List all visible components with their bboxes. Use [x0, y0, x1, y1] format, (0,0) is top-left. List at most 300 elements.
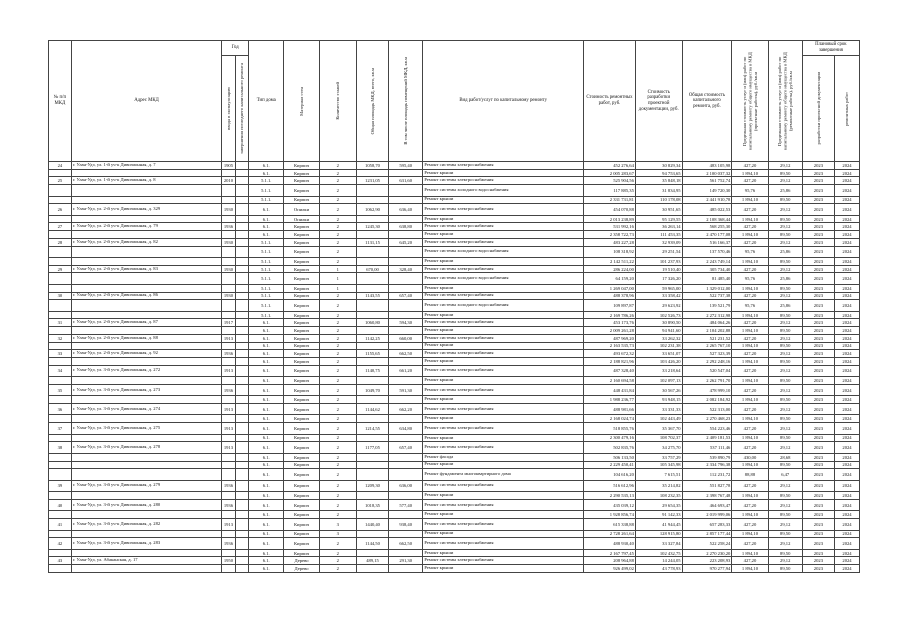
cell-deadline-design: 2023	[802, 223, 834, 231]
cell-num	[49, 377, 72, 385]
cell-total-cost: 485 022,53	[682, 204, 732, 216]
table-row	[49, 215, 860, 223]
cell-house-type: 6.1.	[249, 342, 284, 350]
cell-wall-material: Кирпич	[284, 196, 319, 204]
cell-wall-material: Опилки	[284, 215, 319, 223]
cell-year-built	[222, 311, 235, 319]
cell-house-type: 5.1.1.	[249, 177, 284, 185]
cell-year-built: 1913	[222, 442, 235, 454]
cell-deadline-design: 2023	[802, 511, 834, 519]
cell-total-cost: 521 231,52	[682, 334, 732, 342]
cell-limit-cost-repair: 25,86	[768, 246, 802, 258]
cell-address: г. Улан-Удэ, ул. Абаканская, д. 17	[71, 557, 221, 565]
cell-limit-cost-design: 427,20	[732, 403, 768, 415]
cell-floors: 2	[319, 511, 356, 519]
cell-deadline-repair: 2024	[834, 511, 859, 519]
cell-work-type: Ремонт системы электроснабжения	[423, 557, 584, 565]
table-row	[49, 350, 860, 358]
cell-house-type: 6.1.	[249, 530, 284, 538]
cell-total-area: 670,00	[356, 265, 388, 273]
cell-work-type: Ремонт фасада	[423, 453, 584, 461]
cell-year-reconstruction	[235, 357, 248, 365]
cell-wall-material: Дерево	[284, 565, 319, 573]
cell-floors: 2	[319, 350, 356, 358]
cell-design-cost: 14 244,05	[635, 557, 682, 565]
cell-limit-cost-design: 427,20	[732, 162, 768, 170]
cell-limit-cost-design: 1 894,10	[732, 396, 768, 404]
table-row	[49, 396, 860, 404]
cell-num	[49, 231, 72, 239]
cell-work-type: Ремонт крыши	[423, 311, 584, 319]
cell-wall-material: Кирпич	[284, 403, 319, 415]
cell-premises-area	[389, 492, 423, 500]
cell-year-reconstruction	[235, 231, 248, 239]
cell-limit-cost-repair: 29,12	[768, 265, 802, 273]
table-row	[49, 377, 860, 385]
cell-total-area: 1143,55	[356, 292, 388, 300]
cell-address: г. Улан-Удэ, ул. 3-й уч-к Дивизионная, д. 275	[71, 423, 221, 435]
cell-year-reconstruction	[235, 423, 248, 435]
cell-address	[71, 169, 221, 177]
cell-limit-cost-design: 95,76	[732, 246, 768, 258]
cell-limit-cost-repair: 89,50	[768, 434, 802, 442]
cell-year-reconstruction	[235, 265, 248, 273]
cell-deadline-design: 2023	[802, 549, 834, 557]
cell-repair-cost: 615 338,88	[584, 519, 636, 531]
cell-year-reconstruction	[235, 258, 248, 266]
cell-house-type: 6.1.	[249, 511, 284, 519]
cell-address	[71, 246, 221, 258]
cell-premises-area	[389, 396, 423, 404]
cell-deadline-design: 2023	[802, 396, 834, 404]
cell-total-area	[356, 258, 388, 266]
cell-deadline-repair: 2024	[834, 519, 859, 531]
cell-limit-cost-design: 427,20	[732, 223, 768, 231]
cell-repair-cost: 518 855,76	[584, 423, 636, 435]
table-row	[49, 415, 860, 423]
table-row	[49, 238, 860, 246]
cell-total-cost: 139 521,79	[682, 300, 732, 312]
cell-total-area	[356, 492, 388, 500]
cell-num	[49, 453, 72, 461]
cell-year-reconstruction	[235, 342, 248, 350]
cell-address: г. Улан-Удэ, ул. 3-й уч-к Дивизионная, д. 274	[71, 403, 221, 415]
cell-address: г. Улан-Удэ, ул. 2-й уч-к Дивизионная, д. 86	[71, 292, 221, 300]
cell-deadline-design: 2023	[802, 453, 834, 461]
table-row	[49, 365, 860, 377]
cell-year-reconstruction	[235, 215, 248, 223]
cell-total-cost: 551 827,78	[682, 480, 732, 492]
cell-total-area: 1144,50	[356, 538, 388, 550]
cell-year-reconstruction	[235, 300, 248, 312]
cell-deadline-repair: 2024	[834, 162, 859, 170]
col-wall-material: Материал стен	[284, 41, 319, 162]
cell-total-cost: 464 693,47	[682, 499, 732, 511]
cell-limit-cost-design: 1 894,10	[732, 169, 768, 177]
cell-deadline-design: 2023	[802, 185, 834, 197]
cell-house-type: 6.1.	[249, 538, 284, 550]
cell-limit-cost-repair: 89,50	[768, 231, 802, 239]
cell-deadline-repair: 2024	[834, 415, 859, 423]
cell-wall-material: Кирпич	[284, 377, 319, 385]
cell-limit-cost-design: 1 894,10	[732, 549, 768, 557]
cell-address	[71, 549, 221, 557]
cell-deadline-design: 2023	[802, 423, 834, 435]
cell-year-reconstruction	[235, 565, 248, 573]
cell-deadline-design: 2023	[802, 292, 834, 300]
cell-limit-cost-repair: 89,50	[768, 215, 802, 223]
cell-house-type: 6.1.	[249, 549, 284, 557]
cell-deadline-repair: 2024	[834, 185, 859, 197]
cell-year-built: 1936	[222, 350, 235, 358]
cell-repair-cost: 453 173,76	[584, 319, 636, 327]
cell-address	[71, 434, 221, 442]
cell-premises-area: 645,20	[389, 238, 423, 246]
cell-year-reconstruction	[235, 238, 248, 246]
cell-work-type: Ремонт крыши	[423, 196, 584, 204]
cell-deadline-design: 2023	[802, 311, 834, 319]
cell-limit-cost-repair: 29,12	[768, 519, 802, 531]
cell-limit-cost-design: 1 894,10	[732, 258, 768, 266]
cell-address: г. Улан-Удэ, ул. 1-й уч-к Дивизионная, д. 8	[71, 177, 221, 185]
cell-num: 28	[49, 238, 72, 246]
cell-total-area	[356, 169, 388, 177]
cell-floors: 2	[319, 196, 356, 204]
cell-repair-cost: 483 227,28	[584, 238, 636, 246]
cell-deadline-design: 2023	[802, 215, 834, 223]
cell-deadline-design: 2023	[802, 357, 834, 365]
cell-house-type: 5.1.1.	[249, 258, 284, 266]
cell-total-area	[356, 196, 388, 204]
cell-house-type: 6.1.	[249, 350, 284, 358]
cell-floors: 2	[319, 492, 356, 500]
cell-house-type: 6.1.	[249, 453, 284, 461]
cell-repair-cost: 2 188 821,96	[584, 357, 636, 365]
cell-floors: 2	[319, 415, 356, 423]
cell-deadline-design: 2023	[802, 350, 834, 358]
col-work-type: Вид работ/услуг по капитальному ремонту	[423, 41, 584, 162]
cell-year-reconstruction	[235, 185, 248, 197]
cell-limit-cost-design: 1 894,10	[732, 530, 768, 538]
cell-repair-cost: 108 318,92	[584, 246, 636, 258]
cell-wall-material: Кирпич	[284, 292, 319, 300]
cell-floors: 2	[319, 461, 356, 469]
cell-num	[49, 549, 72, 557]
cell-address	[71, 565, 221, 573]
cell-year-built	[222, 231, 235, 239]
cell-deadline-repair: 2024	[834, 300, 859, 312]
cell-limit-cost-design: 1 894,10	[732, 415, 768, 423]
table-row	[49, 549, 860, 557]
cell-total-area	[356, 311, 388, 319]
cell-house-type: 6.1.	[249, 442, 284, 454]
cell-floors: 3	[319, 519, 356, 531]
cell-premises-area: 660,00	[389, 334, 423, 342]
cell-limit-cost-repair: 29,12	[768, 204, 802, 216]
cell-total-cost: 2 409 181,53	[682, 434, 732, 442]
col-total-cost: Общая стоимость капитального ремонта, руб.	[682, 41, 732, 162]
cell-work-type: Ремонт крыши	[423, 284, 584, 292]
table-row	[49, 327, 860, 335]
cell-floors: 2	[319, 223, 356, 231]
cell-year-reconstruction	[235, 334, 248, 342]
cell-deadline-repair: 2024	[834, 204, 859, 216]
table-row	[49, 185, 860, 197]
col-limit-cost-design: Предельная стоимость услуг и (или) работ по капитальному ремонту общего имущества в МКД (проектные работы), руб./кв.м	[732, 41, 768, 162]
cell-deadline-design: 2023	[802, 238, 834, 246]
cell-total-area	[356, 530, 388, 538]
cell-limit-cost-design: 427,20	[732, 480, 768, 492]
cell-design-cost: 111 453,35	[635, 231, 682, 239]
cell-work-type: Ремонт системы электроснабжения	[423, 265, 584, 273]
cell-premises-area	[389, 461, 423, 469]
cell-total-area	[356, 511, 388, 519]
cell-total-cost: 2 292 248,16	[682, 357, 732, 365]
cell-design-cost: 36 263,14	[635, 223, 682, 231]
cell-deadline-repair: 2024	[834, 231, 859, 239]
cell-design-cost: 17 326,20	[635, 273, 682, 285]
cell-floors: 2	[319, 311, 356, 319]
cell-deadline-repair: 2024	[834, 311, 859, 319]
cell-house-type: 6.1.	[249, 565, 284, 573]
cell-repair-cost: 487 328,40	[584, 365, 636, 377]
cell-total-area	[356, 327, 388, 335]
cell-premises-area	[389, 169, 423, 177]
cell-year-built	[222, 469, 235, 481]
table-row	[49, 565, 860, 573]
cell-total-area	[356, 565, 388, 573]
cell-num	[49, 311, 72, 319]
cell-limit-cost-design: 427,20	[732, 557, 768, 565]
col-repair-cost: Стоимость ремонтных работ, руб.	[584, 41, 636, 162]
cell-total-area	[356, 231, 388, 239]
cell-total-cost: 484 064,26	[682, 319, 732, 327]
cell-limit-cost-repair: 89,50	[768, 258, 802, 266]
cell-deadline-design: 2023	[802, 231, 834, 239]
table-row	[49, 519, 860, 531]
table-row	[49, 204, 860, 216]
cell-deadline-design: 2023	[802, 177, 834, 185]
cell-repair-cost: 531 992,16	[584, 223, 636, 231]
cell-year-reconstruction	[235, 284, 248, 292]
cell-deadline-repair: 2024	[834, 492, 859, 500]
cell-work-type: Ремонт системы электроснабжения	[423, 204, 584, 216]
cell-address	[71, 469, 221, 481]
cell-deadline-design: 2023	[802, 442, 834, 454]
table-row	[49, 434, 860, 442]
cell-year-built	[222, 300, 235, 312]
cell-design-cost: 29 654,35	[635, 499, 682, 511]
cell-limit-cost-design: 427,20	[732, 334, 768, 342]
cell-total-area	[356, 300, 388, 312]
cell-year-reconstruction	[235, 511, 248, 519]
cell-deadline-design: 2023	[802, 169, 834, 177]
cell-limit-cost-repair: 89,50	[768, 461, 802, 469]
cell-design-cost: 43 778,93	[635, 565, 682, 573]
cell-deadline-design: 2023	[802, 327, 834, 335]
cell-limit-cost-design: 427,20	[732, 350, 768, 358]
cell-work-type: Ремонт крыши	[423, 492, 584, 500]
cell-address: г. Улан-Удэ, ул. 3-й уч-к Дивизионная, д. 278	[71, 442, 221, 454]
cell-repair-cost: 448 431,84	[584, 384, 636, 396]
cell-limit-cost-repair: 89,50	[768, 327, 802, 335]
cell-work-type: Ремонт крыши	[423, 215, 584, 223]
cell-work-type: Ремонт системы электроснабжения	[423, 384, 584, 396]
cell-deadline-repair: 2024	[834, 499, 859, 511]
cell-total-area: 1049,70	[356, 384, 388, 396]
cell-deadline-design: 2023	[802, 480, 834, 492]
cell-year-reconstruction	[235, 292, 248, 300]
cell-deadline-design: 2023	[802, 204, 834, 216]
cell-deadline-design: 2023	[802, 377, 834, 385]
cell-design-cost: 33 757,29	[635, 453, 682, 461]
cell-year-reconstruction	[235, 223, 248, 231]
table-row	[49, 469, 860, 481]
cell-address	[71, 258, 221, 266]
cell-repair-cost: 488 981,66	[584, 403, 636, 415]
cell-address	[71, 342, 221, 350]
cell-year-built: 1930	[222, 238, 235, 246]
cell-year-reconstruction	[235, 538, 248, 550]
cell-limit-cost-design: 95,76	[732, 300, 768, 312]
cell-premises-area: 636,00	[389, 480, 423, 492]
cell-deadline-design: 2023	[802, 403, 834, 415]
cell-address: г. Улан-Удэ, ул. 2-й уч-к Дивизионная, д. 329	[71, 204, 221, 216]
cell-deadline-repair: 2024	[834, 384, 859, 396]
cell-house-type: 6.1.	[249, 415, 284, 423]
cell-design-cost: 31 834,95	[635, 185, 682, 197]
cell-limit-cost-repair: 25,86	[768, 273, 802, 285]
cell-house-type: 6.1.	[249, 357, 284, 365]
cell-limit-cost-design: 1 894,10	[732, 357, 768, 365]
cell-design-cost: 33 651,07	[635, 350, 682, 358]
cell-limit-cost-design: 427,20	[732, 292, 768, 300]
cell-house-type: 5.1.1.	[249, 238, 284, 246]
table-row	[49, 300, 860, 312]
cell-repair-cost: 2 163 535,73	[584, 342, 636, 350]
cell-limit-cost-repair: 28,68	[768, 453, 802, 461]
cell-address	[71, 196, 221, 204]
cell-total-cost: 223 208,93	[682, 557, 732, 565]
cell-year-built	[222, 549, 235, 557]
cell-premises-area	[389, 311, 423, 319]
cell-num: 30	[49, 292, 72, 300]
cell-num: 36	[49, 403, 72, 415]
cell-floors: 2	[319, 319, 356, 327]
cell-year-built	[222, 461, 235, 469]
table-row	[49, 311, 860, 319]
cell-work-type: Ремонт крыши	[423, 327, 584, 335]
cell-year-built: 1936	[222, 538, 235, 550]
table-row	[49, 273, 860, 285]
cell-work-type: Ремонт крыши	[423, 169, 584, 177]
cell-deadline-design: 2023	[802, 265, 834, 273]
cell-limit-cost-design: 1 894,10	[732, 231, 768, 239]
cell-wall-material: Кирпич	[284, 469, 319, 481]
cell-wall-material: Кирпич	[284, 169, 319, 177]
cell-total-cost: 2 270 468,23	[682, 415, 732, 423]
cell-address	[71, 231, 221, 239]
cell-design-cost: 29 251,54	[635, 246, 682, 258]
cell-limit-cost-repair: 29,12	[768, 162, 802, 170]
cell-floors: 2	[319, 565, 356, 573]
cell-address: г. Улан-Удэ, ул. 3-й уч-к Дивизионная, д. 279	[71, 480, 221, 492]
cell-address	[71, 530, 221, 538]
cell-limit-cost-repair: 29,12	[768, 423, 802, 435]
cell-repair-cost: 487 969,20	[584, 334, 636, 342]
cell-house-type: 6.1.	[249, 319, 284, 327]
cell-year-built	[222, 434, 235, 442]
cell-year-reconstruction	[235, 415, 248, 423]
cell-year-reconstruction	[235, 461, 248, 469]
cell-deadline-repair: 2024	[834, 423, 859, 435]
cell-wall-material: Кирпич	[284, 231, 319, 239]
cell-limit-cost-repair: 89,50	[768, 396, 802, 404]
cell-premises-area: 938,40	[389, 519, 423, 531]
cell-repair-cost: 2 358 722,73	[584, 231, 636, 239]
cell-year-built: 1950	[222, 557, 235, 565]
cell-wall-material: Кирпич	[284, 442, 319, 454]
cell-total-area: 1142,25	[356, 334, 388, 342]
cell-year-built	[222, 357, 235, 365]
cell-deadline-repair: 2024	[834, 342, 859, 350]
cell-repair-cost: 2 005 283,67	[584, 169, 636, 177]
cell-limit-cost-repair: 29,12	[768, 223, 802, 231]
cell-limit-cost-repair: 25,86	[768, 300, 802, 312]
cell-repair-cost: 109 897,87	[584, 300, 636, 312]
cell-deadline-repair: 2024	[834, 365, 859, 377]
cell-total-area	[356, 342, 388, 350]
cell-premises-area: 638,80	[389, 223, 423, 231]
cell-total-cost: 516 166,37	[682, 238, 732, 246]
cell-design-cost: 103 426,20	[635, 357, 682, 365]
cell-house-type: 6.1.	[249, 169, 284, 177]
cell-address	[71, 415, 221, 423]
cell-design-cost: 128 915,80	[635, 530, 682, 538]
cell-num: 35	[49, 384, 72, 396]
table-row	[49, 442, 860, 454]
cell-house-type: 6.1.	[249, 461, 284, 469]
col-deadline-group: Плановый срок завершения	[802, 41, 859, 56]
cell-year-reconstruction	[235, 273, 248, 285]
cell-wall-material: Кирпич	[284, 357, 319, 365]
col-design-cost: Стоимость разработки проектной документации, руб.	[635, 41, 682, 162]
table-row	[49, 223, 860, 231]
cell-work-type: Ремонт системы электроснабжения	[423, 403, 584, 415]
table-row	[49, 453, 860, 461]
cell-house-type: 6.1.	[249, 231, 284, 239]
table-row	[49, 162, 860, 170]
col-year-built: ввода в эксплуатацию	[222, 56, 235, 162]
cell-total-cost: 2 398 767,48	[682, 492, 732, 500]
cell-deadline-repair: 2024	[834, 557, 859, 565]
cell-premises-area	[389, 342, 423, 350]
cell-floors: 2	[319, 442, 356, 454]
cell-floors: 2	[319, 499, 356, 511]
cell-deadline-repair: 2024	[834, 461, 859, 469]
cell-num	[49, 511, 72, 519]
cell-year-reconstruction	[235, 492, 248, 500]
cell-work-type: Ремонт фундамента многоквартирного дома	[423, 469, 584, 481]
cell-num	[49, 565, 72, 573]
cell-repair-cost: 493 672,32	[584, 350, 636, 358]
cell-repair-cost: 2 013 238,89	[584, 215, 636, 223]
cell-work-type: Ремонт системы электроснабжения	[423, 480, 584, 492]
cell-house-type: 6.1.	[249, 365, 284, 377]
table-row	[49, 461, 860, 469]
cell-total-cost: 561 752,74	[682, 177, 732, 185]
cell-house-type: 6.1.	[249, 480, 284, 492]
